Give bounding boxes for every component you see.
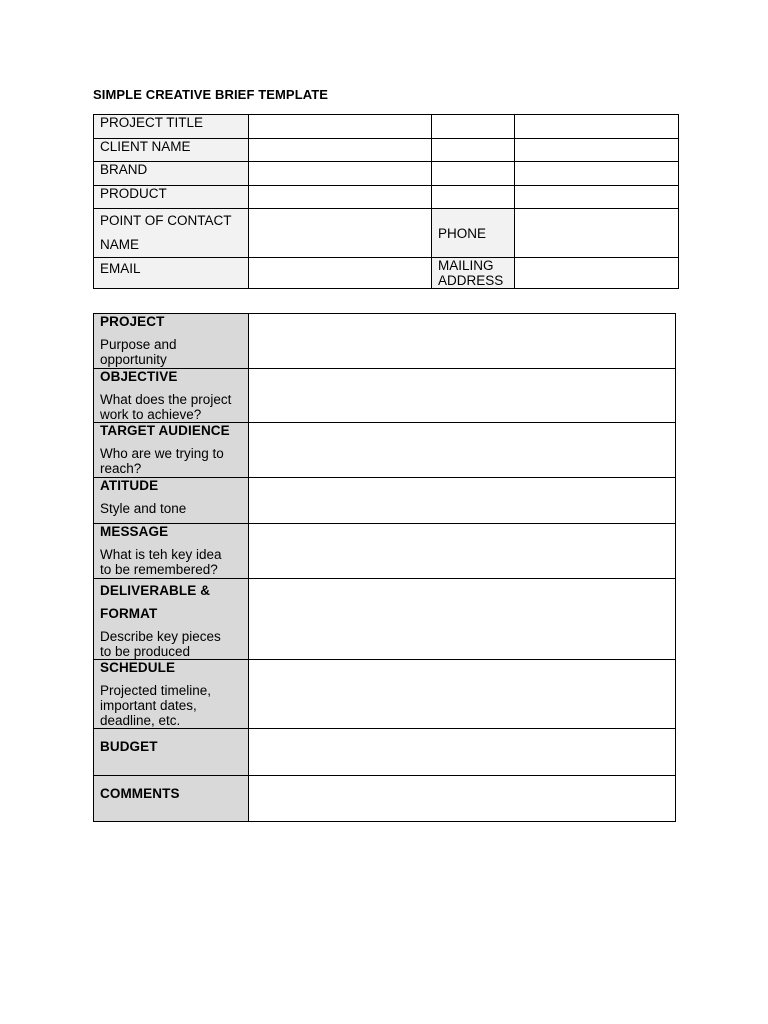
description-line: Projected timeline, <box>100 683 212 698</box>
phone-field[interactable] <box>515 209 679 258</box>
empty-cell[interactable] <box>432 186 515 209</box>
section-deliverable-format-label <box>94 579 249 660</box>
table-row <box>94 776 676 822</box>
section-description <box>100 501 244 516</box>
section-target-audience-field[interactable] <box>249 423 676 478</box>
description-line: reach? <box>100 461 142 476</box>
brand-field[interactable] <box>249 162 432 186</box>
section-deliverable-format-field[interactable] <box>249 579 676 660</box>
section-description <box>100 547 244 577</box>
product-label: PRODUCT <box>94 186 249 209</box>
section-attitude-label <box>94 478 249 524</box>
document-title: SIMPLE CREATIVE BRIEF TEMPLATE <box>93 87 329 102</box>
project-info-table <box>93 114 679 289</box>
description-line: opportunity <box>100 352 167 367</box>
description-line: work to achieve? <box>100 407 202 422</box>
table-row <box>94 579 676 660</box>
section-description <box>100 337 244 367</box>
table-row <box>94 162 679 186</box>
description-line: Describe key pieces <box>100 629 221 644</box>
section-message-label <box>94 524 249 579</box>
section-budget-field[interactable] <box>249 729 676 776</box>
client-name-field[interactable] <box>249 139 432 162</box>
mailing-address-label-line1: MAILING <box>438 258 494 273</box>
table-row <box>94 423 676 478</box>
point-of-contact-label <box>94 209 249 258</box>
table-row <box>94 258 679 289</box>
phone-label: PHONE <box>432 209 515 258</box>
point-of-contact-field[interactable] <box>249 209 432 258</box>
empty-cell[interactable] <box>515 115 679 139</box>
table-row <box>94 115 679 139</box>
section-title: BUDGET <box>100 739 158 754</box>
table-row <box>94 186 679 209</box>
table-row <box>94 524 676 579</box>
table-row <box>94 139 679 162</box>
brief-sections-table <box>93 313 676 822</box>
description-line: What is teh key idea <box>100 547 222 562</box>
description-line: to be produced <box>100 644 191 659</box>
table-row <box>94 729 676 776</box>
client-name-label: CLIENT NAME <box>94 139 249 162</box>
description-line: deadline, etc. <box>100 713 181 728</box>
email-label: EMAIL <box>94 258 249 289</box>
section-schedule-field[interactable] <box>249 660 676 729</box>
empty-cell[interactable] <box>432 139 515 162</box>
point-of-contact-label-line2: NAME <box>100 237 140 252</box>
section-budget-label <box>94 729 249 776</box>
section-comments-field[interactable] <box>249 776 676 822</box>
mailing-address-field[interactable] <box>515 258 679 289</box>
title-line: FORMAT <box>100 606 158 621</box>
section-objective-label <box>94 369 249 423</box>
brand-label: BRAND <box>94 162 249 186</box>
section-title: OBJECTIVE <box>100 369 178 384</box>
empty-cell[interactable] <box>432 115 515 139</box>
description-line: Purpose and <box>100 337 177 352</box>
section-description <box>100 629 244 659</box>
section-target-audience-label <box>94 423 249 478</box>
mailing-address-label <box>432 258 515 289</box>
section-title: ATITUDE <box>100 478 159 493</box>
project-title-field[interactable] <box>249 115 432 139</box>
description-line: to be remembered? <box>100 562 218 577</box>
section-project-label <box>94 314 249 369</box>
table-row <box>94 478 676 524</box>
title-line: DELIVERABLE & <box>100 583 211 598</box>
description-line: What does the project <box>100 392 232 407</box>
section-title: PROJECT <box>100 314 165 329</box>
section-description <box>100 446 244 476</box>
section-description <box>100 683 244 728</box>
section-message-field[interactable] <box>249 524 676 579</box>
mailing-address-label-line2: ADDRESS <box>438 273 504 288</box>
section-title: TARGET AUDIENCE <box>100 423 230 438</box>
empty-cell[interactable] <box>515 139 679 162</box>
section-comments-label <box>94 776 249 822</box>
section-title: MESSAGE <box>100 524 169 539</box>
section-description <box>100 392 244 422</box>
section-attitude-field[interactable] <box>249 478 676 524</box>
table-row <box>94 209 679 258</box>
email-field[interactable] <box>249 258 432 289</box>
empty-cell[interactable] <box>515 186 679 209</box>
project-title-label: PROJECT TITLE <box>94 115 249 139</box>
table-row <box>94 369 676 423</box>
section-project-field[interactable] <box>249 314 676 369</box>
section-title <box>100 579 244 625</box>
section-schedule-label <box>94 660 249 729</box>
section-title: SCHEDULE <box>100 660 176 675</box>
product-field[interactable] <box>249 186 432 209</box>
description-line: Style and tone <box>100 501 187 516</box>
empty-cell[interactable] <box>515 162 679 186</box>
table-row <box>94 660 676 729</box>
section-objective-field[interactable] <box>249 369 676 423</box>
section-title: COMMENTS <box>100 786 180 801</box>
description-line: important dates, <box>100 698 197 713</box>
empty-cell[interactable] <box>432 162 515 186</box>
description-line: Who are we trying to <box>100 446 224 461</box>
table-row <box>94 314 676 369</box>
point-of-contact-label-line1: POINT OF CONTACT <box>100 213 232 228</box>
